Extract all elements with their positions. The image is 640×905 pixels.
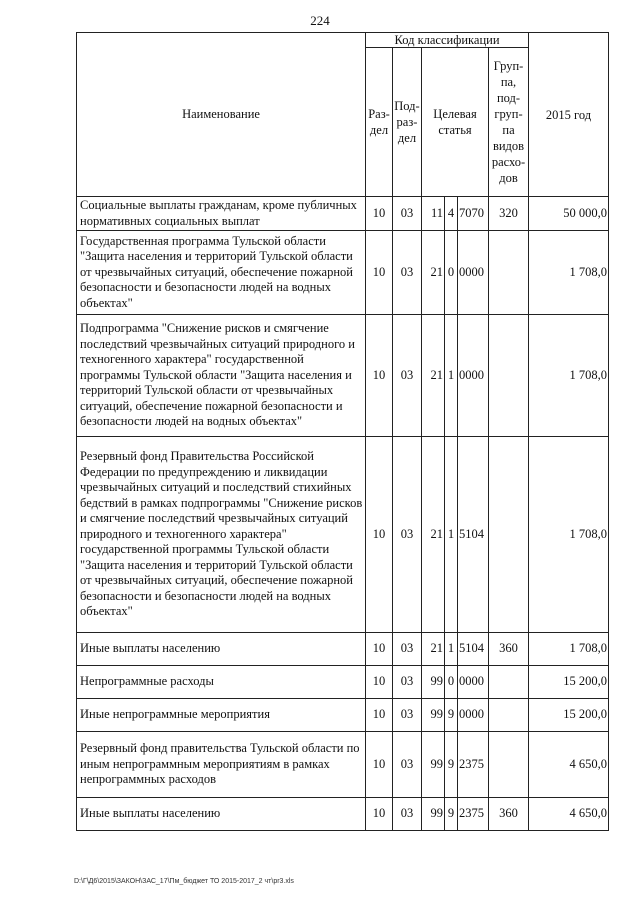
row-amount: 15 200,0 <box>529 699 609 732</box>
row-target-subprogram: 0 <box>445 231 458 315</box>
row-target-subprogram: 9 <box>445 798 458 831</box>
table-row <box>77 633 609 666</box>
row-name: Государственная программа Тульской области "Защита населения и территорий Тульской области от чрезвычайных ситуаций, обеспечение пожарной безопасности и безопасности людей на водных объектах" <box>77 231 366 315</box>
row-target-subprogram: 9 <box>445 732 458 798</box>
row-name: Социальные выплаты гражданам, кроме публичных нормативных социальных выплат <box>77 197 366 231</box>
row-expense-type <box>489 666 529 699</box>
table-row <box>77 437 609 633</box>
row-podrazdel: 03 <box>393 798 422 831</box>
row-podrazdel: 03 <box>393 666 422 699</box>
row-expense-type <box>489 699 529 732</box>
row-razdel: 10 <box>366 732 393 798</box>
row-expense-type <box>489 315 529 437</box>
row-name: Иные выплаты населению <box>77 798 366 831</box>
row-razdel: 10 <box>366 231 393 315</box>
row-name: Резервный фонд правительства Тульской области по иным непрограммным мероприятиям в рамках непрограммных расходов <box>77 732 366 798</box>
row-target-program: 21 <box>422 231 445 315</box>
row-target-subprogram: 0 <box>445 666 458 699</box>
row-target-subprogram: 1 <box>445 633 458 666</box>
row-name: Иные непрограммные мероприятия <box>77 699 366 732</box>
row-podrazdel: 03 <box>393 231 422 315</box>
row-target-direction: 2375 <box>458 732 489 798</box>
header-code-classification: Код классификации <box>366 33 529 48</box>
row-podrazdel: 03 <box>393 732 422 798</box>
table-row <box>77 231 609 315</box>
row-target-program: 21 <box>422 315 445 437</box>
row-amount: 1 708,0 <box>529 315 609 437</box>
table-row <box>77 699 609 732</box>
header-target-article: Целевая статья <box>422 48 489 197</box>
page-number: 224 <box>310 13 330 28</box>
row-target-subprogram: 4 <box>445 197 458 231</box>
table-row <box>77 798 609 831</box>
row-target-subprogram: 9 <box>445 699 458 732</box>
row-target-subprogram: 1 <box>445 315 458 437</box>
header-section: Раз- дел <box>366 48 393 197</box>
budget-table <box>76 32 609 831</box>
header-subsection: Под- раз- дел <box>393 48 422 197</box>
row-amount: 15 200,0 <box>529 666 609 699</box>
row-expense-type: 320 <box>489 197 529 231</box>
header-expense-group: Груп- па, под- груп- па видов расхо- дов <box>489 48 529 197</box>
footer-file-path: D:\Г\Д6\2015\ЗАКОН\ЗАС_17\Пм_бюджет ТО 2015-2017_2 чт\pr3.xls <box>74 878 294 885</box>
row-name: Иные выплаты населению <box>77 633 366 666</box>
row-razdel: 10 <box>366 437 393 633</box>
header-name: Наименование <box>77 33 366 197</box>
row-razdel: 10 <box>366 666 393 699</box>
table-row <box>77 666 609 699</box>
row-expense-type <box>489 732 529 798</box>
row-name: Непрограммные расходы <box>77 666 366 699</box>
row-podrazdel: 03 <box>393 437 422 633</box>
row-target-program: 99 <box>422 699 445 732</box>
row-target-program: 11 <box>422 197 445 231</box>
row-expense-type: 360 <box>489 798 529 831</box>
row-amount: 50 000,0 <box>529 197 609 231</box>
row-target-direction: 2375 <box>458 798 489 831</box>
row-name: Подпрограмма "Снижение рисков и смягчение последствий чрезвычайных ситуаций природного и техногенного характера" государственной программы Тульской области "Защита населения и территорий Тульской области от чрезвычайных ситуаций, обеспечение пожарной безопасности и безопасности людей на водных объектах" <box>77 315 366 437</box>
row-target-direction: 5104 <box>458 437 489 633</box>
row-expense-type <box>489 231 529 315</box>
row-amount: 1 708,0 <box>529 437 609 633</box>
row-target-direction: 0000 <box>458 666 489 699</box>
row-podrazdel: 03 <box>393 315 422 437</box>
row-amount: 1 708,0 <box>529 231 609 315</box>
row-target-direction: 7070 <box>458 197 489 231</box>
table-row <box>77 315 609 437</box>
row-amount: 1 708,0 <box>529 633 609 666</box>
row-razdel: 10 <box>366 798 393 831</box>
row-target-program: 99 <box>422 666 445 699</box>
row-target-direction: 0000 <box>458 231 489 315</box>
row-expense-type: 360 <box>489 633 529 666</box>
row-expense-type <box>489 437 529 633</box>
header-year: 2015 год <box>529 33 609 197</box>
row-target-program: 99 <box>422 732 445 798</box>
row-target-program: 21 <box>422 633 445 666</box>
row-podrazdel: 03 <box>393 699 422 732</box>
row-amount: 4 650,0 <box>529 798 609 831</box>
row-razdel: 10 <box>366 633 393 666</box>
row-target-program: 99 <box>422 798 445 831</box>
row-target-subprogram: 1 <box>445 437 458 633</box>
row-podrazdel: 03 <box>393 633 422 666</box>
row-target-direction: 0000 <box>458 699 489 732</box>
table-row <box>77 732 609 798</box>
row-target-program: 21 <box>422 437 445 633</box>
row-razdel: 10 <box>366 315 393 437</box>
row-amount: 4 650,0 <box>529 732 609 798</box>
table-row <box>77 197 609 231</box>
row-target-direction: 5104 <box>458 633 489 666</box>
row-target-direction: 0000 <box>458 315 489 437</box>
row-name: Резервный фонд Правительства Российской Федерации по предупреждению и ликвидации чрезвычайных ситуаций и последствий стихийных бедствий в рамках подпрограммы "Снижение рисков и смягчение последствий чрезвычайных ситуаций природного и техногенного характера" государственной программы Тульской области "Защита населения и территорий Тульской области от чрезвычайных ситуаций, обеспечение пожарной безопасности и безопасности людей на водных объектах" <box>77 437 366 633</box>
row-razdel: 10 <box>366 699 393 732</box>
row-podrazdel: 03 <box>393 197 422 231</box>
row-razdel: 10 <box>366 197 393 231</box>
